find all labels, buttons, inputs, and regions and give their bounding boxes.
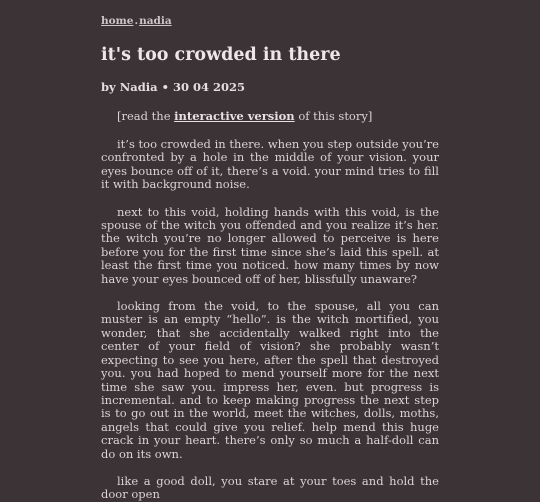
breadcrumb-home-link[interactable]: home <box>101 15 134 27</box>
breadcrumb-nadia-link[interactable]: nadia <box>139 15 172 27</box>
byline-bullet: • <box>161 80 169 94</box>
byline-date: 30 04 2025 <box>172 80 245 94</box>
interactive-version-link[interactable]: interactive version <box>174 109 295 123</box>
story-paragraph-3: looking from the void, to the spouse, all you can muster is an empty “hello”. is the witch mortified, you wonder, that she accidentally walked right into the center of your field of vision? she probably wasn’t expecting to see you here, after the spell that destroyed you. you had hoped to mend yourself more for the next time she saw you. impress her, even. but progress is incremental. and to keep making progress the next step is to go out in the world, meet the witches, dolls, moths, angels that could give you relief. help mend this huge crack in your heart. there’s only so much a half-doll can do on its own. <box>101 299 439 461</box>
story-paragraph-1: it’s too crowded in there. when you step outside you’re confronted by a hole in the middle of your vision. your eyes bounce off of it, there’s a void. your mind tries to fill it with background noise. <box>101 137 439 192</box>
note-close-text: of this story] <box>298 109 373 123</box>
breadcrumb-separator: . <box>134 15 139 27</box>
article <box>101 14 439 502</box>
breadcrumb <box>101 14 439 28</box>
story-paragraph-2: next to this void, holding hands with this void, is the spouse of the witch you offended and you realize it’s her. the witch you’re no longer allowed to perceive is here before you for the first time since she’s laid this spell. at least the first time you noticed. how many times by now have your eyes bounced off of her, blissfully unaware? <box>101 204 439 286</box>
byline-prefix: by <box>101 80 116 94</box>
story-paragraph-4: like a good doll, you stare at your toes and hold the door open <box>101 473 439 502</box>
byline-author: Nadia <box>119 80 158 94</box>
page-title: it's too crowded in there <box>101 45 341 65</box>
note-open-text: [read the <box>117 109 171 123</box>
byline <box>101 80 439 95</box>
interactive-version-note <box>101 109 439 124</box>
